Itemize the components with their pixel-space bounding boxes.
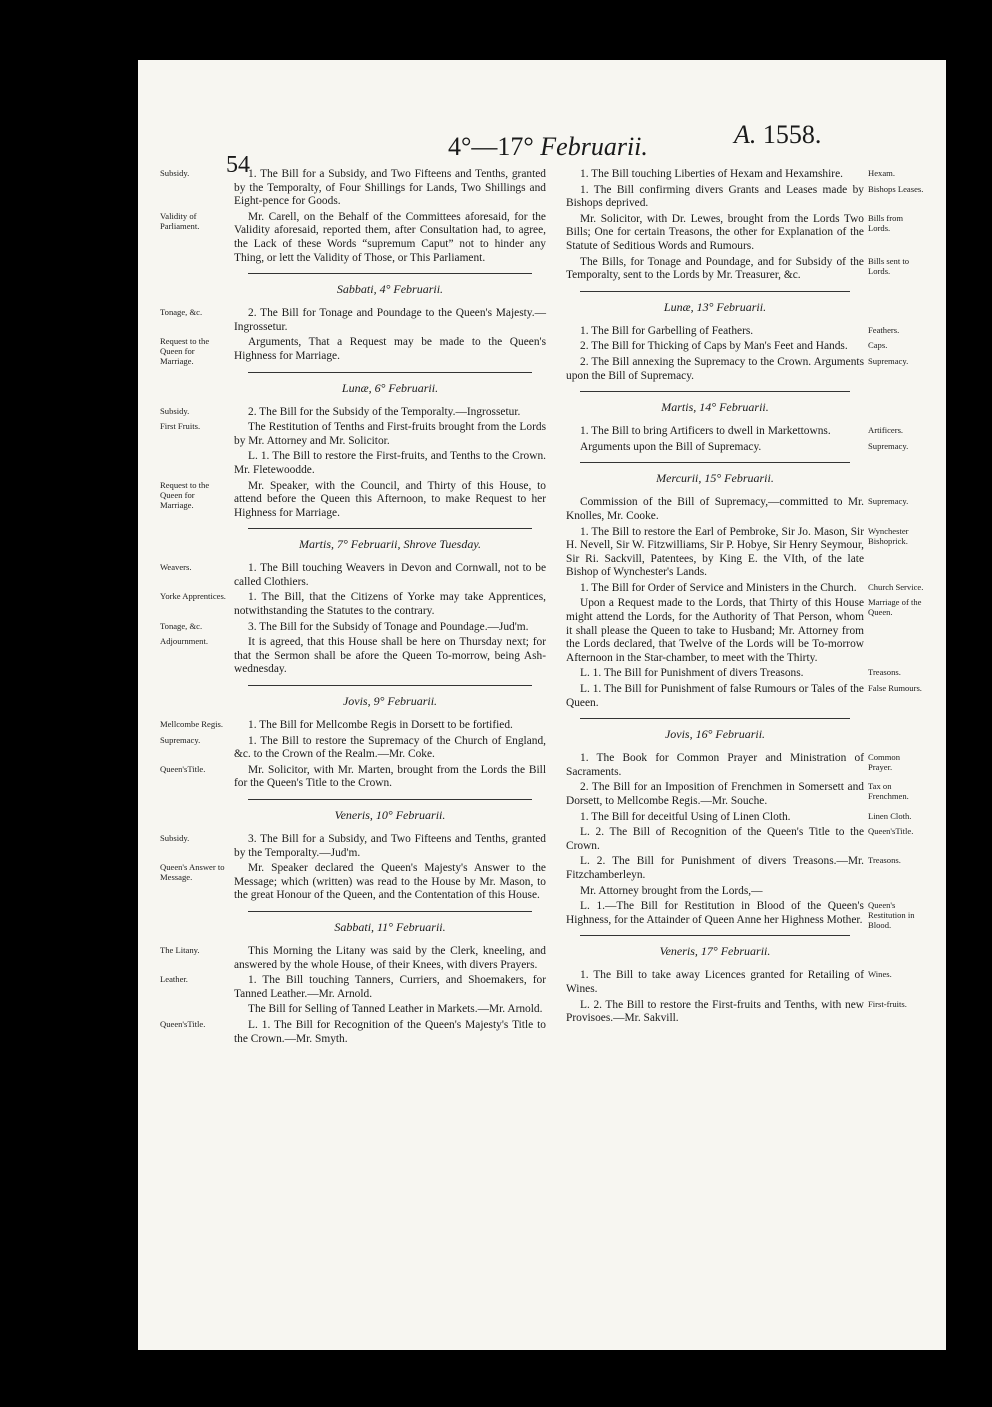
margin-note: Tax on Frenchmen. bbox=[868, 781, 909, 802]
margin-note: Request to the Queen for Marriage. bbox=[160, 336, 210, 367]
entry-text: 3. The Bill for the Subsidy of Tonage and Poundage.—Jud'm. bbox=[248, 620, 529, 633]
entry-text: 2. The Bill for Tonage and Poundage to the Queen's Majesty.—Ingrossetur. bbox=[234, 307, 546, 333]
entry-text: Mr. Speaker declared the Queen's Majesty's Answer to the Message; which (written) was read to the House by Mr. Mason, to the great Honour of the Queen, and the Contentation of this House. bbox=[234, 862, 546, 902]
session-heading: Lunæ, 6° Februarii. bbox=[341, 380, 439, 395]
journal-entry bbox=[160, 562, 546, 589]
journal-entry bbox=[566, 826, 914, 853]
journal-entry bbox=[160, 974, 546, 1001]
margin-note: Bills from Lords. bbox=[868, 212, 904, 233]
session-heading: Lunæ, 13° Februarii. bbox=[663, 299, 767, 314]
margin-note: Subsidy. bbox=[160, 833, 190, 843]
margin-note: First-fruits. bbox=[868, 998, 907, 1009]
section-divider bbox=[580, 718, 850, 719]
journal-entry bbox=[566, 667, 901, 681]
entry-text: 2. The Bill annexing the Supremacy to the Crown. Arguments upon the Bill of Supremacy. bbox=[566, 355, 864, 382]
session-heading: Jovis, 9° Februarii. bbox=[342, 694, 438, 709]
journal-entry bbox=[160, 833, 546, 860]
session-heading: Martis, 14° Februarii. bbox=[661, 400, 769, 415]
entry-text: L. 2. The Bill for Punishment of divers Treasons.—Mr. Fitzchamberleyn. bbox=[566, 855, 864, 881]
session-heading: Jovis, 16° Februarii. bbox=[664, 727, 766, 742]
margin-note: Subsidy. bbox=[160, 405, 190, 416]
entry-text: Upon a Request made to the Lords, that Thirty of this House might attend the Lords, for the Authority of That Person, whom it shall please the Queen to take to Husband; Mr. Attorney from the Lords declared, that Twelve of the Lords will be To-morrow Afternoon in the Star-chamber, to meet with the Thirty. bbox=[566, 597, 864, 664]
entry-text: 1. The Bill for Order of Service and Ministers in the Church. bbox=[580, 581, 857, 594]
journal-entry bbox=[160, 719, 546, 733]
section-divider bbox=[248, 911, 532, 912]
section-divider bbox=[248, 685, 532, 686]
journal-entry bbox=[160, 944, 546, 972]
margin-note: Yorke Apprentices. bbox=[160, 591, 226, 602]
margin-note: Queen's Answer to Message. bbox=[160, 862, 225, 883]
margin-note: Linen Cloth. bbox=[868, 810, 912, 821]
entry-text: 2. The Bill for the Subsidy of the Temporalty.—Ingrossetur. bbox=[248, 405, 521, 418]
journal-entry bbox=[566, 810, 912, 825]
journal-entry bbox=[234, 1003, 546, 1017]
entry-text: It is agreed, that this House shall be here on Thursday next; for that the Sermon shall be afore the Queen To-morrow, being Ash-wednesday. bbox=[234, 636, 546, 676]
margin-note: Supremacy. bbox=[868, 355, 909, 366]
section-divider bbox=[580, 391, 850, 392]
margin-note: False Rumours. bbox=[868, 683, 922, 694]
margin-note: Wines. bbox=[868, 969, 892, 980]
entry-text: L. 2. The Bill to restore the First-fruits and Tenths, with new Provisoes.—Mr. Sakvill. bbox=[566, 998, 864, 1025]
margin-note: The Litany. bbox=[160, 944, 200, 955]
entry-text: 3. The Bill for a Subsidy, and Two Fifteens and Tenths, granted by the Temporalty.—Jud'm. bbox=[234, 833, 546, 859]
margin-note: Bishops Leases. bbox=[868, 183, 924, 194]
left-column bbox=[160, 168, 546, 1048]
entry-text: This Morning the Litany was said by the Clerk, kneeling, and answered by the whole House, of their Knees, with divers Prayers. bbox=[234, 944, 546, 971]
journal-entry bbox=[160, 763, 546, 791]
margin-note: Request to the Queen for Marriage. bbox=[160, 479, 210, 510]
entry-text: 1. The Book for Common Prayer and Ministration of Sacraments. bbox=[566, 752, 864, 778]
journal-entry bbox=[566, 183, 924, 211]
entry-text: 1. The Bill for Garbelling of Feathers. bbox=[580, 324, 754, 337]
year-prefix: A. bbox=[734, 120, 757, 149]
section-divider bbox=[248, 528, 532, 529]
journal-entry bbox=[566, 440, 909, 455]
margin-note: Validity of Parliament. bbox=[160, 210, 200, 231]
margin-note: Treasons. bbox=[868, 667, 901, 678]
entry-text: L. 1. The Bill to restore the First-fruits, and Tenths to the Crown. Mr. Fletewoodde. bbox=[234, 450, 546, 476]
journal-entry bbox=[160, 479, 546, 521]
entry-text: 1. The Bill, that the Citizens of Yorke may take Apprentices, notwithstanding the Statutes to the contrary. bbox=[234, 591, 546, 618]
journal-entry bbox=[160, 405, 546, 420]
margin-note: Wynchester Bishoprick. bbox=[868, 525, 909, 546]
journal-entry bbox=[566, 212, 904, 254]
section-divider bbox=[580, 462, 850, 463]
journal-entry bbox=[566, 581, 924, 596]
margin-note: Bills sent to Lords. bbox=[868, 255, 910, 276]
journal-entry bbox=[160, 636, 546, 677]
entry-text: The Bill for Selling of Tanned Leather in Markets.—Mr. Arnold. bbox=[248, 1003, 543, 1016]
journal-entry bbox=[566, 168, 895, 182]
entry-text: 1. The Bill to bring Artificers to dwell in Markettowns. bbox=[580, 425, 831, 438]
entry-text: 1. The Bill touching Liberties of Hexam and Hexamshire. bbox=[580, 168, 843, 180]
journal-entry bbox=[566, 752, 900, 779]
margin-note: Treasons. bbox=[868, 855, 901, 866]
journal-entry bbox=[566, 900, 915, 931]
document-page bbox=[138, 60, 946, 1350]
entry-text: L. 1.—The Bill for Restitution in Blood of the Queen's Highness, for the Attainder of Queen Anne her Highness Mother. bbox=[566, 900, 864, 926]
entry-text: 2. The Bill for an Imposition of Frenchmen in Somersett and Dorsett, to Mellcombe Regis.—Mr. Souche. bbox=[566, 781, 864, 807]
margin-note: Mellcombe Regis. bbox=[160, 719, 224, 730]
entry-text: Arguments, That a Request may be made to the Queen's Highness for Marriage. bbox=[234, 336, 546, 362]
section-divider bbox=[248, 799, 532, 800]
journal-entry bbox=[566, 324, 900, 339]
journal-entry bbox=[566, 255, 910, 283]
margin-note: Subsidy. bbox=[160, 168, 190, 178]
page-date-heading bbox=[448, 132, 648, 162]
entry-text: Mr. Solicitor, with Dr. Lewes, brought from the Lords Two Bills; One for certain Treasons, the other for Explanation of the Statute of Seditious Words and Rumours. bbox=[566, 212, 864, 252]
margin-note: Leather. bbox=[160, 974, 188, 985]
section-divider bbox=[248, 273, 532, 274]
margin-note: Artificers. bbox=[868, 425, 904, 436]
margin-note: Queen'sTitle. bbox=[868, 826, 914, 837]
margin-note: Tonage, &c. bbox=[160, 307, 203, 318]
journal-entry bbox=[160, 591, 546, 618]
journal-entry bbox=[566, 496, 909, 523]
session-heading: Sabbati, 4° Februarii. bbox=[336, 282, 444, 297]
journal-entry bbox=[160, 862, 546, 903]
journal-entry bbox=[160, 734, 546, 762]
entry-text: 2. The Bill for Thicking of Caps by Man's Feet and Hands. bbox=[580, 340, 848, 353]
journal-entry bbox=[566, 355, 909, 383]
section-divider bbox=[580, 291, 850, 292]
margin-note: Hexam. bbox=[868, 168, 895, 178]
date-range: 4°—17° bbox=[448, 132, 541, 161]
session-heading: Veneris, 10° Februarii. bbox=[334, 808, 446, 822]
entry-text: Mr. Attorney brought from the Lords,— bbox=[580, 884, 763, 897]
page-number: 54 bbox=[226, 152, 250, 178]
journal-entry bbox=[566, 781, 909, 808]
journal-entry bbox=[566, 885, 864, 899]
journal-entry bbox=[566, 998, 907, 1026]
entry-text: Commission of the Bill of Supremacy,—committed to Mr. Knolles, Mr. Cooke. bbox=[566, 496, 864, 522]
journal-entry bbox=[160, 307, 546, 334]
margin-note: Adjournment. bbox=[160, 636, 208, 647]
session-heading: Martis, 7° Februarii, Shrove Tuesday. bbox=[298, 537, 481, 552]
margin-note: Common Prayer. bbox=[868, 752, 900, 773]
journal-entry bbox=[566, 855, 901, 882]
entry-text: Mr. Carell, on the Behalf of the Committees aforesaid, for the Validity aforesaid, reported them, after Consultation had, to agree, the Lack of these Words “supremum Caput” not to hinder any Thing, or lett the Validity of Those, or This Parliament. bbox=[234, 210, 546, 264]
entry-text: L. 1. The Bill for Punishment of divers Treasons. bbox=[580, 667, 804, 680]
journal-entry bbox=[566, 597, 922, 665]
margin-note: Supremacy. bbox=[160, 734, 201, 745]
margin-note: First Fruits. bbox=[160, 421, 201, 432]
margin-note: Feathers. bbox=[868, 324, 900, 335]
entry-text: 1. The Bill confirming divers Grants and Leases made by Bishops deprived. bbox=[566, 183, 864, 210]
journal-entry bbox=[160, 168, 546, 209]
section-divider bbox=[248, 372, 532, 373]
journal-entry bbox=[160, 620, 546, 635]
journal-entry bbox=[566, 969, 892, 996]
entry-text: L. 1. The Bill for Recognition of the Queen's Majesty's Title to the Crown.—Mr. Smyth. bbox=[234, 1018, 546, 1045]
journal-entry bbox=[160, 1018, 546, 1046]
entry-text: Mr. Speaker, with the Council, and Thirty of this House, to attend before the Queen this Afternoon, to make Request to her Highness for Marriage. bbox=[234, 479, 546, 519]
journal-entry bbox=[566, 525, 909, 580]
page-year-heading bbox=[734, 120, 821, 150]
journal-entry bbox=[566, 683, 922, 710]
journal-entry bbox=[566, 340, 888, 354]
margin-note: Queen's Restitution in Blood. bbox=[868, 900, 915, 931]
journal-entry bbox=[160, 210, 546, 265]
entry-text: 1. The Bill for deceitful Using of Linen Cloth. bbox=[580, 810, 791, 823]
margin-note: Queen'sTitle. bbox=[160, 1018, 206, 1029]
entry-text: Mr. Solicitor, with Mr. Marten, brought from the Lords the Bill for the Queen's Title to the Crown. bbox=[234, 763, 546, 790]
entry-text: 1. The Bill to restore the Earl of Pembroke, Sir Jo. Mason, Sir H. Nevell, Sir W. Fitzwilliams, Sir P. Hobye, Sir Henry Seymour, Sir Ri. Sackvill, Patentees, by King E. the VIth, of the late Bishop of Wynchester's Lands. bbox=[566, 525, 864, 579]
entry-text: Arguments upon the Bill of Supremacy. bbox=[580, 440, 762, 453]
session-heading: Mercurii, 15° Februarii. bbox=[656, 471, 774, 486]
entry-text: 1. The Bill to take away Licences granted for Retailing of Wines. bbox=[566, 969, 864, 995]
journal-entry bbox=[566, 425, 904, 439]
section-divider bbox=[580, 935, 850, 936]
margin-note: Caps. bbox=[868, 340, 888, 351]
margin-note: Tonage, &c. bbox=[160, 620, 203, 631]
journal-entry bbox=[160, 336, 546, 367]
journal-entry bbox=[234, 450, 546, 477]
session-heading: Veneris, 17° Februarii. bbox=[659, 944, 771, 959]
year-value: 1558. bbox=[756, 120, 822, 149]
margin-note: Weavers. bbox=[160, 562, 192, 573]
entry-text: The Bills, for Tonage and Poundage, and for Subsidy of the Temporalty, sent to the Lords by Mr. Treasurer, &c. bbox=[566, 255, 864, 282]
entry-text: 1. The Bill touching Tanners, Curriers, and Shoemakers, for Tanned Leather.—Mr. Arnold. bbox=[234, 974, 546, 1000]
margin-note: Queen'sTitle. bbox=[160, 763, 206, 774]
right-column bbox=[566, 168, 924, 1028]
margin-note: Supremacy. bbox=[868, 496, 909, 507]
margin-note: Church Service. bbox=[868, 581, 924, 592]
entry-text: L. 2. The Bill of Recognition of the Queen's Title to the Crown. bbox=[566, 826, 864, 852]
entry-text: 1. The Bill to restore the Supremacy of the Church of England, &c. to the Crown of the Realm.—Mr. Coke. bbox=[234, 734, 546, 761]
margin-note: Supremacy. bbox=[868, 440, 909, 451]
entry-text: 1. The Bill for a Subsidy, and Two Fifteens and Tenths, granted by the Temporalty, of Four Shillings for Lands, Two Shillings and Eight-pence for Goods. bbox=[234, 168, 546, 208]
entry-text: The Restitution of Tenths and First-fruits brought from the Lords by Mr. Attorney and Mr. Solicitor. bbox=[234, 421, 546, 447]
session-heading: Sabbati, 11° Februarii. bbox=[334, 919, 446, 934]
journal-entry bbox=[160, 421, 546, 448]
date-month: Februarii. bbox=[540, 132, 648, 161]
entry-text: 1. The Bill for Mellcombe Regis in Dorsett to be fortified. bbox=[248, 719, 513, 732]
entry-text: L. 1. The Bill for Punishment of false Rumours or Tales of the Queen. bbox=[566, 683, 864, 709]
margin-note: Marriage of the Queen. bbox=[868, 597, 922, 618]
entry-text: 1. The Bill touching Weavers in Devon and Cornwall, not to be called Clothiers. bbox=[234, 562, 546, 588]
